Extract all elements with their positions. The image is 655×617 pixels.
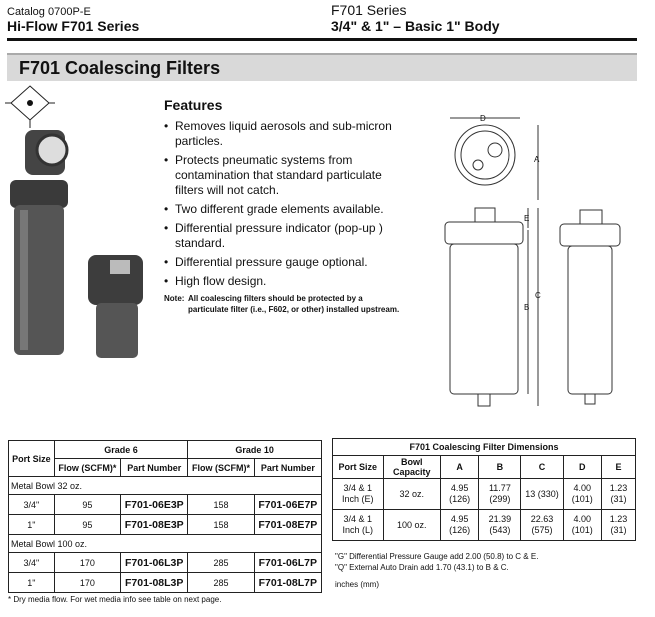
table-cell: 22.63 (575) (521, 510, 563, 541)
feature-item: • Differential pressure indicator (pop-up ) standard. (164, 221, 404, 251)
table-cell: F701-08L3P (121, 573, 188, 593)
table-cell: 170 (54, 553, 120, 573)
table-cell: 1" (9, 573, 55, 593)
units-note: inches (mm) (335, 580, 380, 589)
table-cell: 3/4" (9, 495, 55, 515)
grade10-header: Grade 10 (188, 441, 322, 459)
col-part: Part Number (121, 459, 188, 477)
table-cell: 32 oz. (383, 479, 440, 510)
table-cell: 3/4 & 1 Inch (E) (333, 479, 384, 510)
dim-col-header: B (479, 456, 521, 479)
series-title: Hi-Flow F701 Series (7, 18, 140, 34)
group-label: Metal Bowl 32 oz. (9, 477, 322, 495)
dim-col-header: Port Size (333, 456, 384, 479)
group-row (9, 477, 322, 495)
table-row (333, 510, 636, 541)
table-cell: 285 (188, 553, 254, 573)
dim-col-header: E (601, 456, 635, 479)
table-cell: 4.00 (101) (563, 510, 601, 541)
table-cell: 4.95 (126) (440, 479, 478, 510)
dim-col-header: C (521, 456, 563, 479)
series-name: F701 Series (331, 2, 407, 18)
table-cell: F701-06E7P (254, 495, 321, 515)
table-cell: F701-06E3P (121, 495, 188, 515)
grade6-header: Grade 6 (54, 441, 188, 459)
section-band (7, 53, 637, 81)
features-heading: Features (164, 97, 223, 113)
table-cell: 13 (330) (521, 479, 563, 510)
parts-table (8, 440, 322, 593)
feature-item: • Two different grade elements available. (164, 202, 404, 217)
note-text: All coalescing filters should be protected by a particulate filter (i.e., F602, or other) installed upstream. (188, 294, 400, 314)
dim-label-b: B (524, 303, 530, 312)
feature-item: • Differential pressure gauge optional. (164, 255, 404, 270)
table-cell: 1.23 (31) (601, 510, 635, 541)
col-part: Part Number (254, 459, 321, 477)
table-row (9, 553, 322, 573)
table-cell: 95 (54, 495, 120, 515)
feature-item: • High flow design. (164, 274, 404, 289)
dim-col-header: A (440, 456, 478, 479)
table-row (9, 495, 322, 515)
table-row (9, 515, 322, 535)
feature-item: • Protects pneumatic systems from contamination that standard particulate filters will not catch. (164, 153, 404, 198)
table-row (9, 573, 322, 593)
col-flow: Flow (SCFM)* (188, 459, 254, 477)
table-cell: 285 (188, 573, 254, 593)
table-cell: 3/4 & 1 Inch (L) (333, 510, 384, 541)
dim-table-title: F701 Coalescing Filter Dimensions (333, 439, 636, 456)
table-cell: 100 oz. (383, 510, 440, 541)
table-cell: F701-08E7P (254, 515, 321, 535)
note-label: Note: (164, 294, 185, 303)
dim-label-e: E (524, 214, 530, 223)
product-photo (0, 125, 160, 365)
dim-label-d: D (480, 114, 486, 123)
table-cell: 3/4" (9, 553, 55, 573)
table-cell: 4.00 (101) (563, 479, 601, 510)
table-cell: 1.23 (31) (601, 479, 635, 510)
col-port-size: Port Size (9, 441, 55, 477)
table-cell: 95 (54, 515, 120, 535)
dim-col-header: Bowl Capacity (383, 456, 440, 479)
dimensions-table (332, 438, 636, 541)
dim-note-g: "G" Differential Pressure Gauge add 2.00 (50.8) to C & E. (335, 552, 539, 561)
table-cell: 1" (9, 515, 55, 535)
table-cell: 11.77 (299) (479, 479, 521, 510)
body-title: 3/4" & 1" – Basic 1" Body (331, 18, 500, 34)
table-cell: 21.39 (543) (479, 510, 521, 541)
dim-col-header: D (563, 456, 601, 479)
group-row (9, 535, 322, 553)
dim-label-c: C (535, 291, 541, 300)
table-cell: 4.95 (126) (440, 510, 478, 541)
dim-label-a: A (534, 155, 540, 164)
table-cell: F701-08L7P (254, 573, 321, 593)
col-flow: Flow (SCFM)* (54, 459, 120, 477)
features-section (164, 97, 404, 315)
parts-footnote: * Dry media flow. For wet media info see table on next page. (8, 595, 222, 604)
dimension-drawing (420, 110, 640, 415)
table-cell: 158 (188, 515, 254, 535)
table-row (333, 479, 636, 510)
table-cell: F701-08E3P (121, 515, 188, 535)
group-label: Metal Bowl 100 oz. (9, 535, 322, 553)
table-cell: 158 (188, 495, 254, 515)
section-title: F701 Coalescing Filters (19, 58, 221, 78)
table-cell: 170 (54, 573, 120, 593)
feature-item: • Removes liquid aerosols and sub-micron particles. (164, 119, 404, 149)
dim-note-q: "Q" External Auto Drain add 1.70 (43.1) to B & C. (335, 563, 509, 572)
table-cell: F701-06L7P (254, 553, 321, 573)
header-rule (7, 38, 637, 41)
catalog-number: Catalog 0700P-E (7, 6, 91, 18)
note (164, 293, 404, 315)
table-cell: F701-06L3P (121, 553, 188, 573)
